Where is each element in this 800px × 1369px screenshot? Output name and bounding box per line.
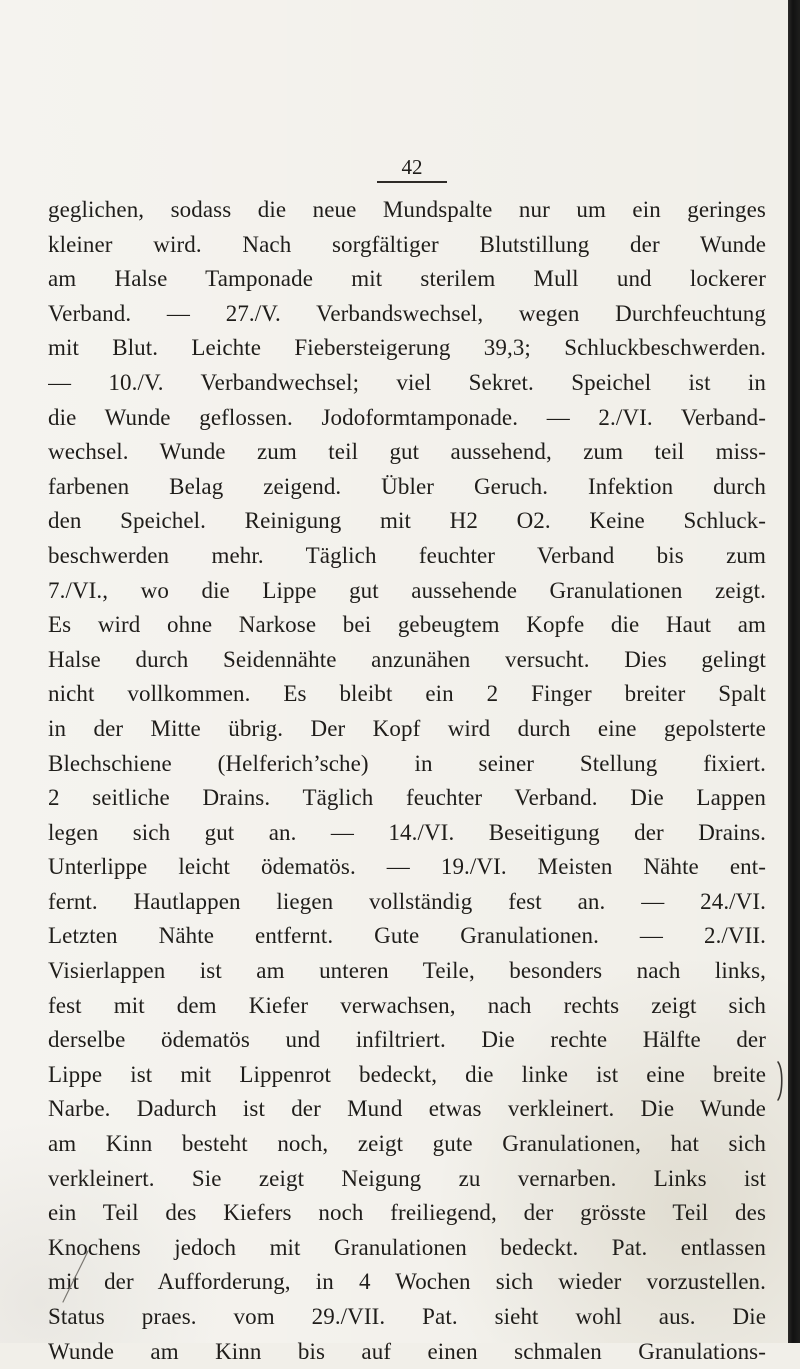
page-number: 42 bbox=[401, 155, 423, 179]
text-line-3: am Halse Tamponade mit sterilem Mull und lockerer bbox=[48, 266, 766, 292]
text-line-15: nicht vollkommen. Es bleibt ein 2 Finger breiter Spalt bbox=[48, 681, 766, 707]
text-line-9: farbenen Belag zeigend. Übler Geruch. Infektion durch bbox=[48, 473, 766, 499]
text-line-26: Lippe ist mit Lippenrot bedeckt, die linke ist eine breite bbox=[48, 1061, 766, 1087]
edge-bracket-mark bbox=[776, 1060, 784, 1102]
text-line-24: fest mit dem Kiefer verwachsen, nach rechts zeigt sich bbox=[48, 992, 766, 1018]
page-number-block bbox=[376, 155, 448, 183]
text-line-2: kleiner wird. Nach sorgfältiger Blutstillung der Wunde bbox=[48, 231, 766, 257]
text-line-23: Visierlappen ist am unteren Teile, besonders nach links, bbox=[48, 958, 766, 984]
page-edge-shadow bbox=[788, 0, 800, 1343]
text-line-10: den Speichel. Reinigung mit H2 O2. Keine Schluck- bbox=[48, 508, 766, 534]
text-line-8: wechsel. Wunde zum teil gut aussehend, zum teil miss- bbox=[48, 439, 766, 465]
text-line-16: in der Mitte übrig. Der Kopf wird durch eine gepolsterte bbox=[48, 715, 766, 741]
text-line-17: Blechschiene (Helferich’sche) in seiner Stellung fixiert. bbox=[48, 750, 766, 776]
text-line-27: Narbe. Dadurch ist der Mund etwas verkleinert. Die Wunde bbox=[48, 1096, 766, 1122]
text-line-21: fernt. Hautlappen liegen vollständig fest an. — 24./VI. bbox=[48, 888, 766, 914]
text-line-4: Verband. — 27./V. Verbandswechsel, wegen Durchfeuchtung bbox=[48, 300, 766, 326]
page-number-rule bbox=[377, 181, 447, 183]
text-line-22: Letzten Nähte entfernt. Gute Granulationen. — 2./VII. bbox=[48, 923, 766, 949]
text-line-33: Status praes. vom 29./VII. Pat. sieht wohl aus. Die bbox=[48, 1304, 766, 1329]
text-line-25: derselbe ödematös und infiltriert. Die rechte Hälfte der bbox=[48, 1027, 766, 1053]
text-line-32: mit der Aufforderung, in 4 Wochen sich wieder vorzustellen. bbox=[48, 1269, 766, 1295]
text-line-19: legen sich gut an. — 14./VI. Beseitigung der Drains. bbox=[48, 819, 766, 845]
text-line-14: Halse durch Seidennähte anzunähen versucht. Dies gelingt bbox=[48, 646, 766, 672]
text-line-18: 2 seitliche Drains. Täglich feuchter Verband. Die Lappen bbox=[48, 785, 766, 811]
text-line-7: die Wunde geflossen. Jodoformtamponade. — 2./VI. Verband- bbox=[48, 404, 766, 430]
text-line-31: Knochens jedoch mit Granulationen bedeckt. Pat. entlassen bbox=[48, 1234, 766, 1260]
text-line-34: Wunde am Kinn bis auf einen schmalen Granulations- bbox=[48, 1338, 766, 1364]
text-line-13: Es wird ohne Narkose bei gebeugtem Kopfe die Haut am bbox=[48, 612, 766, 638]
text-line-6: — 10./V. Verbandwechsel; viel Sekret. Speichel ist in bbox=[48, 369, 766, 395]
text-line-28: am Kinn besteht noch, zeigt gute Granulationen, hat sich bbox=[48, 1131, 766, 1157]
text-line-5: mit Blut. Leichte Fiebersteigerung 39,3; Schluckbeschwerden. bbox=[48, 335, 766, 361]
text-line-20: Unterlippe leicht ödematös. — 19./VI. Meisten Nähte ent- bbox=[48, 854, 766, 880]
text-line-29: verkleinert. Sie zeigt Neigung zu vernarben. Links ist bbox=[48, 1165, 766, 1191]
text-line-12: 7./VI., wo die Lippe gut aussehende Granulationen zeigt. bbox=[48, 577, 766, 603]
body-text bbox=[48, 193, 766, 1369]
text-line-1: geglichen, sodass die neue Mundspalte nur um ein geringes bbox=[48, 197, 766, 222]
text-line-11: beschwerden mehr. Täglich feuchter Verband bis zum bbox=[48, 542, 766, 568]
margin-pencil-mark bbox=[58, 1248, 94, 1306]
text-line-30: ein Teil des Kiefers noch freiliegend, der grösste Teil des bbox=[48, 1200, 766, 1226]
